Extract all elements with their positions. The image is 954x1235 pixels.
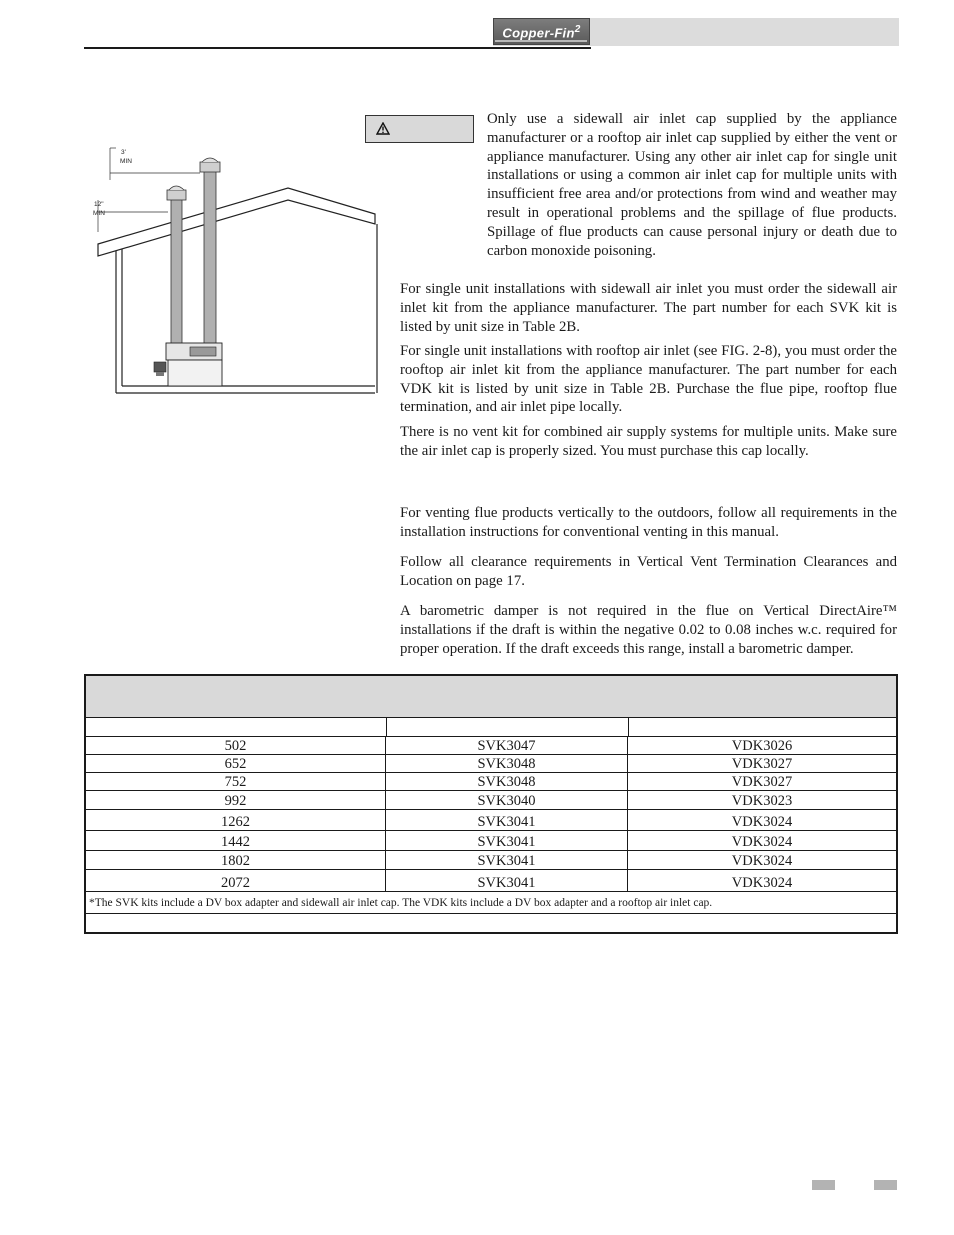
cell-svk-kit: SVK3040: [386, 791, 628, 809]
cell-vdk-kit: VDK3024: [731, 833, 793, 850]
dim-lower-min: MIN: [93, 210, 105, 217]
dim-upper-min: MIN: [120, 158, 132, 165]
paragraph-sidewall-kit: For single unit installations with sidewall air inlet you must order the sidewall air inlet kit from the appliance manufacturer. The part number for each SVK kit is listed by unit size in Table 2B.: [400, 281, 897, 335]
header-rule: [84, 47, 591, 49]
cell-model: 992: [86, 791, 386, 809]
table-column-header-row: [86, 717, 896, 737]
paragraph-clearances: Follow all clearance requirements in Vertical Vent Termination Clearances and Location on page 17.: [400, 554, 897, 589]
warning-text: Only use a sidewall air inlet cap supplied by the appliance manufacturer or a rooftop air inlet cap supplied by either the vent or appliance manufacturer. Using any other air inlet cap for single unit installations or using a common air inlet cap for multiple units with insufficient free area and/or protections from wind and weather may result in operational problems and the spillage of flue products. Spillage of flue products can cause personal injury or death due to carbon monoxide poisoning.: [487, 111, 897, 259]
cell-svk-kit: SVK3041: [386, 831, 628, 850]
table-row: [86, 831, 896, 851]
table-row: [86, 736, 896, 755]
cell-vdk-kit: VDK3027: [731, 773, 793, 790]
logo-text: Copper-Fin: [502, 25, 575, 41]
logo-underline: [495, 40, 587, 42]
paragraph-combined-air: There is no vent kit for combined air supply systems for multiple units. Make sure the air inlet cap is properly sized. You must purchase this cap locally.: [400, 424, 897, 459]
cell-model: 1802: [86, 851, 386, 869]
logo-superscript: 2: [574, 24, 581, 35]
table-row: [86, 773, 896, 791]
cell-svk-kit: SVK3048: [386, 755, 628, 772]
vertical-vent-figure: [90, 140, 382, 396]
cell-svk-kit: SVK3048: [386, 773, 628, 790]
paragraph-vertical-venting: For venting flue products vertically to the outdoors, follow all requirements in the installation instructions for conventional venting in this manual.: [400, 505, 897, 540]
table-row: [86, 791, 896, 810]
cell-model: 1262: [86, 810, 386, 830]
paragraph-rooftop-kit: For single unit installations with rooftop air inlet (see FIG. 2-8), you must order the rooftop air inlet kit from the appliance manufacturer. The part number for each VDK kit is listed by unit size in Table 2B. Purchase the flue pipe, rooftop flue termination, and air inlet pipe locally.: [400, 343, 897, 416]
cell-model: 1442: [86, 831, 386, 850]
table-footnote: *The SVK kits include a DV box adapter and sidewall air inlet cap. The VDK kits include a DV box adapter and a rooftop air inlet cap.: [86, 892, 896, 914]
cell-vdk-kit: VDK3027: [731, 755, 793, 772]
table-row: [86, 810, 896, 831]
vent-kit-table: [84, 674, 898, 934]
table-title-band: [86, 676, 896, 718]
cell-vdk-kit: VDK3026: [731, 737, 793, 754]
cell-model: 752: [86, 773, 386, 790]
warning-label-box: [365, 115, 474, 143]
table-row: [86, 851, 896, 870]
cell-vdk-kit: VDK3023: [731, 792, 793, 809]
paragraph-barometric-damper: A barometric damper is not required in the flue on Vertical DirectAire™ installations if the draft is within the negative 0.02 to 0.08 inches w.c. required for proper operation. If the draft exceeds this range, install a barometric damper.: [400, 603, 897, 657]
cell-svk-kit: SVK3041: [386, 851, 628, 869]
dim-upper-value: 3': [121, 149, 126, 156]
cell-vdk-kit: VDK3024: [731, 813, 793, 830]
cell-svk-kit: SVK3041: [386, 810, 628, 830]
footer-marker-right: [874, 1180, 897, 1190]
cell-model: 502: [86, 736, 386, 754]
table-row: [86, 870, 896, 892]
dim-lower-value: 12": [94, 201, 104, 208]
cell-vdk-kit: VDK3024: [731, 852, 793, 869]
cell-model: 2072: [86, 870, 386, 891]
cell-model: 652: [86, 755, 386, 772]
table-row: [86, 755, 896, 773]
warning-triangle-icon: [376, 122, 390, 135]
cell-svk-kit: SVK3047: [386, 736, 628, 754]
footer-marker-left: [812, 1180, 835, 1190]
cell-vdk-kit: VDK3024: [731, 874, 793, 891]
cell-svk-kit: SVK3041: [386, 870, 628, 891]
